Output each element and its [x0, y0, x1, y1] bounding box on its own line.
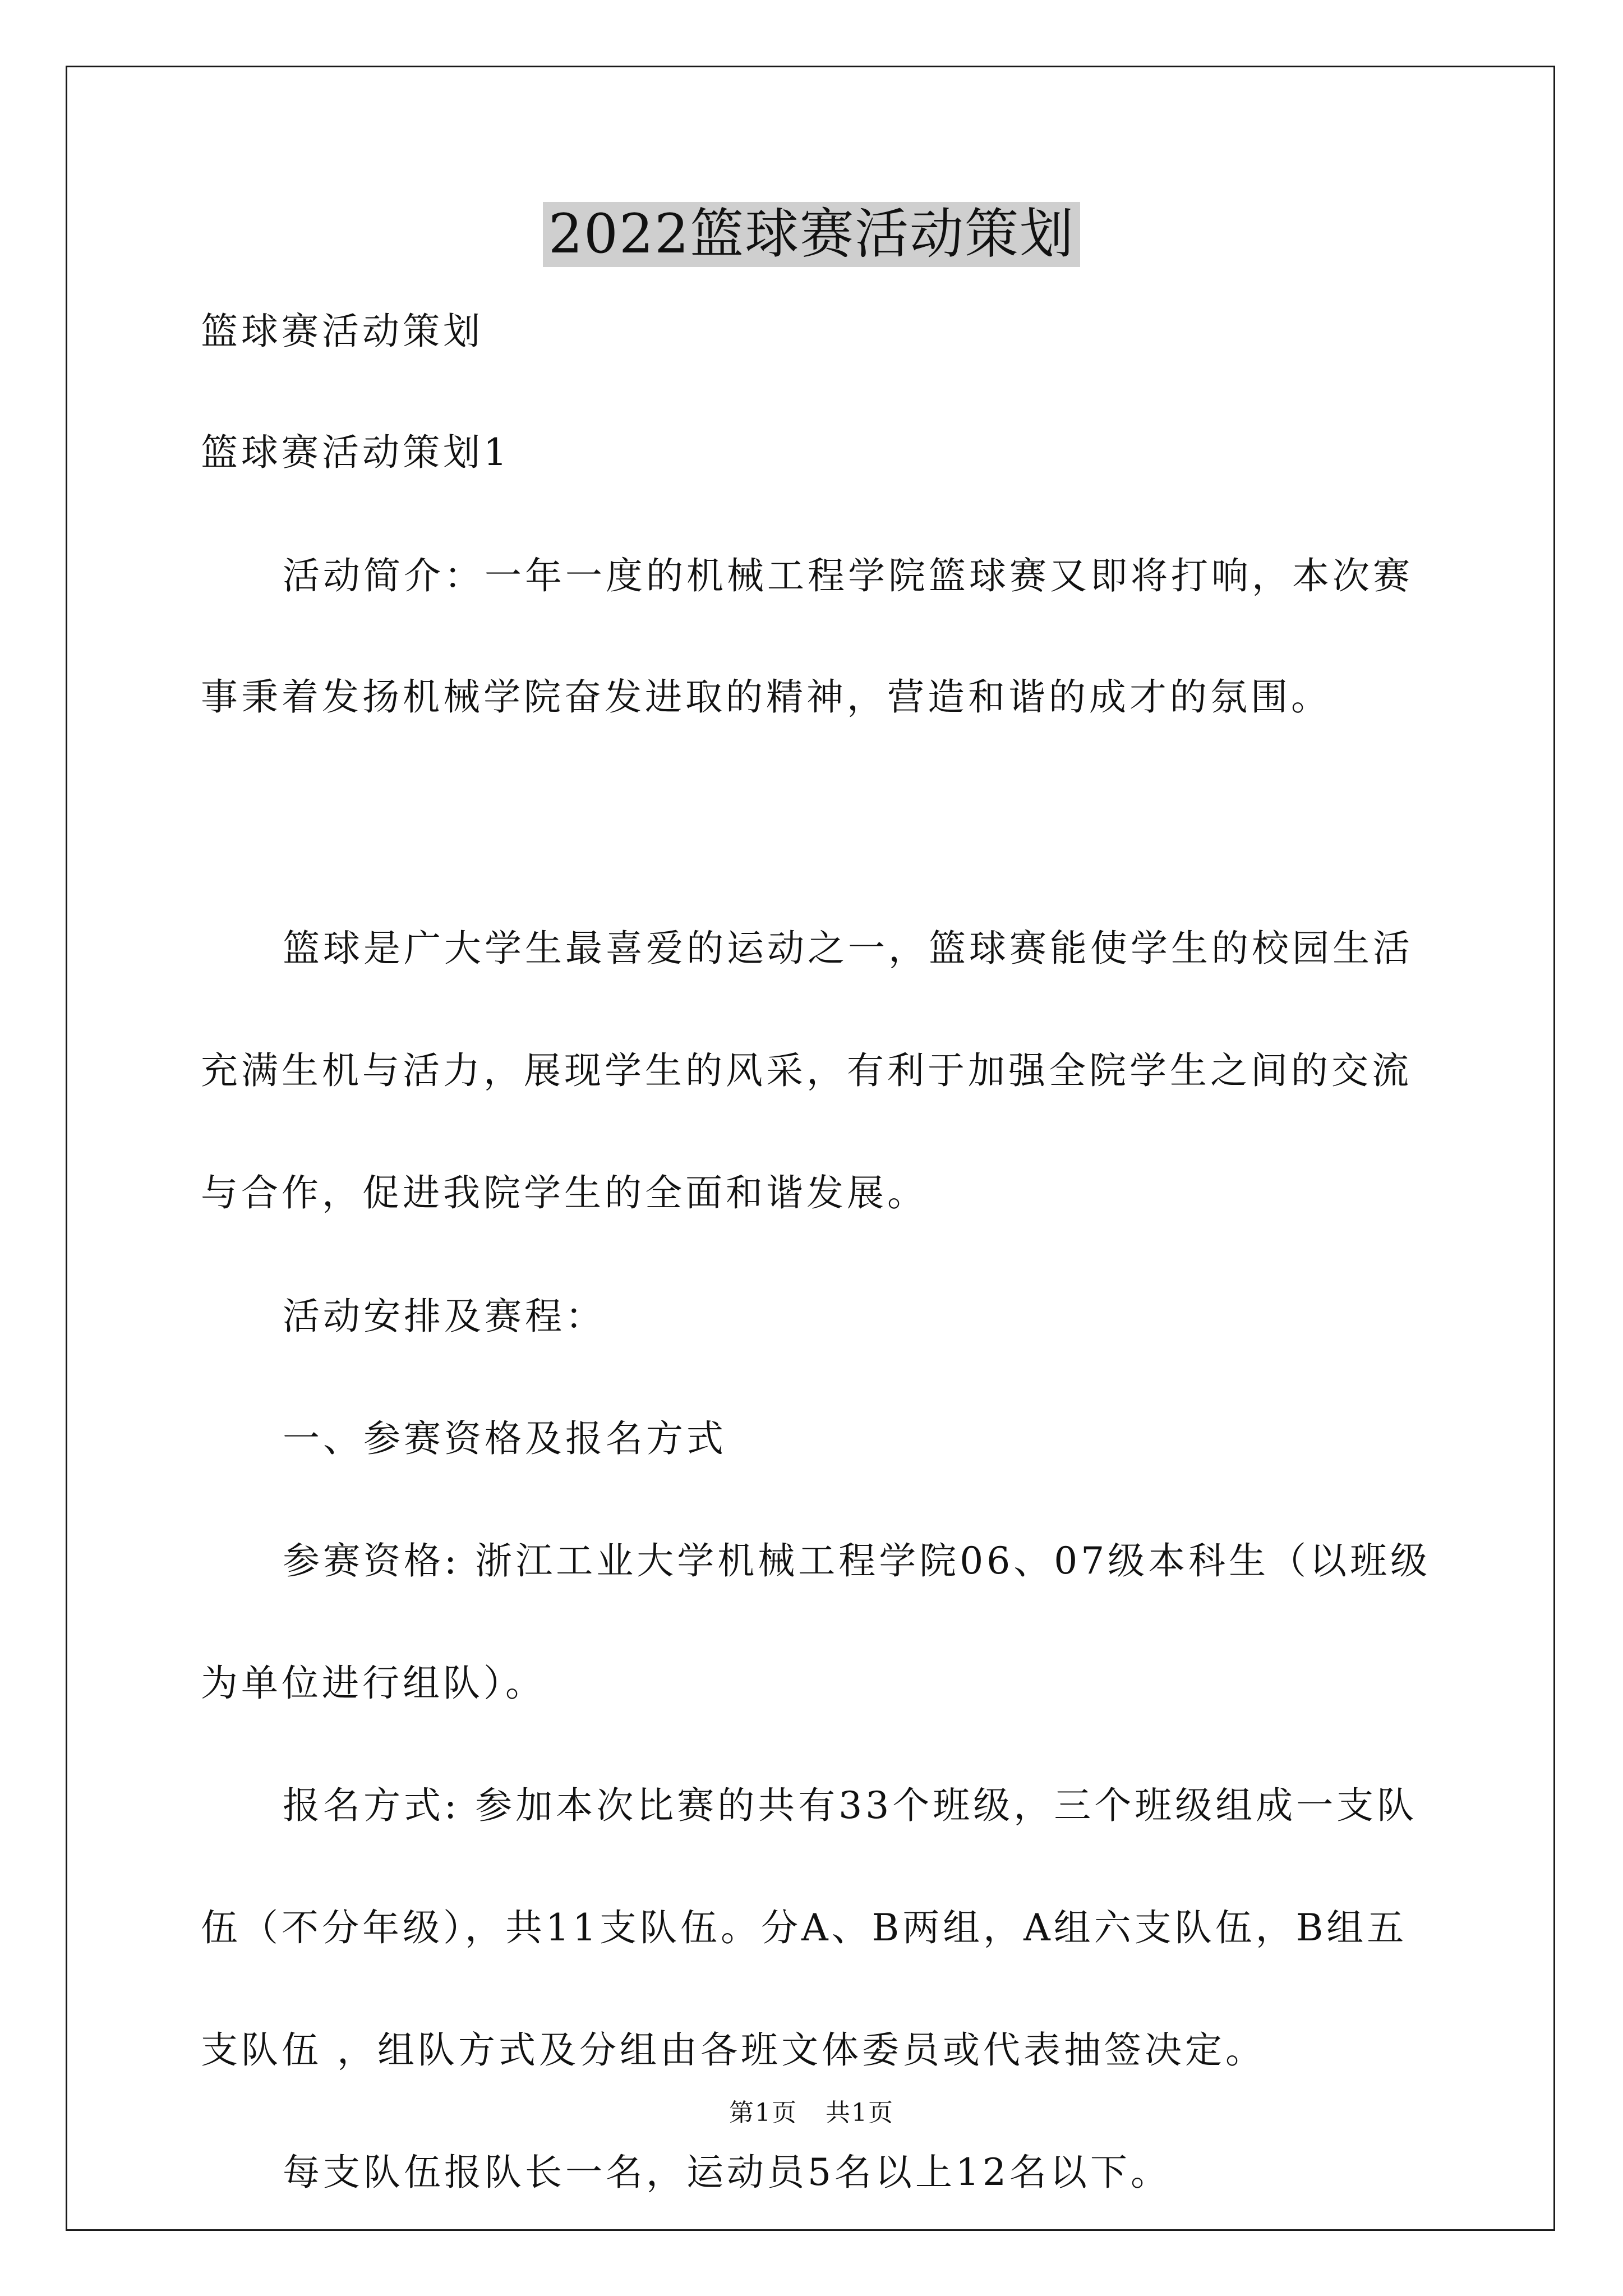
title-container — [0, 202, 1623, 267]
eligibility-line-2: 为单位进行组队）。 — [201, 1662, 546, 1705]
registration-line-3: 支队伍 ，组队方式及分组由各班文体委员或代表抽签决定。 — [201, 2028, 1266, 2072]
basketball-line-2: 充满生机与活力，展现学生的风采，有利于加强全院学生之间的交流 — [201, 1049, 1412, 1092]
intro-line-2: 事秉着发扬机械学院奋发进取的精神，营造和谐的成才的氛围。 — [201, 675, 1331, 719]
eligibility-line-1: 参赛资格: 浙江工业大学机械工程学院06、07级本科生（以班级 — [283, 1539, 1431, 1582]
page-footer — [0, 2092, 1623, 2128]
document-title: 2022篮球赛活动策划 — [543, 202, 1080, 267]
page-number-total: 共1页 — [826, 2099, 894, 2127]
schedule-heading: 活动安排及赛程： — [283, 1295, 606, 1338]
heading-1: 篮球赛活动策划 — [201, 310, 483, 353]
heading-2: 篮球赛活动策划1 — [201, 431, 510, 474]
intro-line-1: 活动简介：一年一度的机械工程学院篮球赛又即将打响，本次赛 — [283, 554, 1413, 597]
section-1-heading: 一、参赛资格及报名方式 — [283, 1417, 727, 1460]
registration-line-1: 报名方式: 参加本次比赛的共有33个班级，三个班级组成一支队 — [283, 1784, 1418, 1827]
basketball-line-3: 与合作，促进我院学生的全面和谐发展。 — [201, 1171, 928, 1214]
registration-line-2: 伍（不分年级），共11支队伍。分A、B两组，A组六支队伍，B组五 — [201, 1906, 1408, 1949]
basketball-line-1: 篮球是广大学生最喜爱的运动之一，篮球赛能使学生的校园生活 — [283, 927, 1413, 970]
team-rule-line: 每支队伍报队长一名，运动员5名以上12名以下。 — [283, 2151, 1171, 2194]
page-number-current: 第1页 — [729, 2099, 797, 2127]
document-body — [201, 306, 1435, 2198]
